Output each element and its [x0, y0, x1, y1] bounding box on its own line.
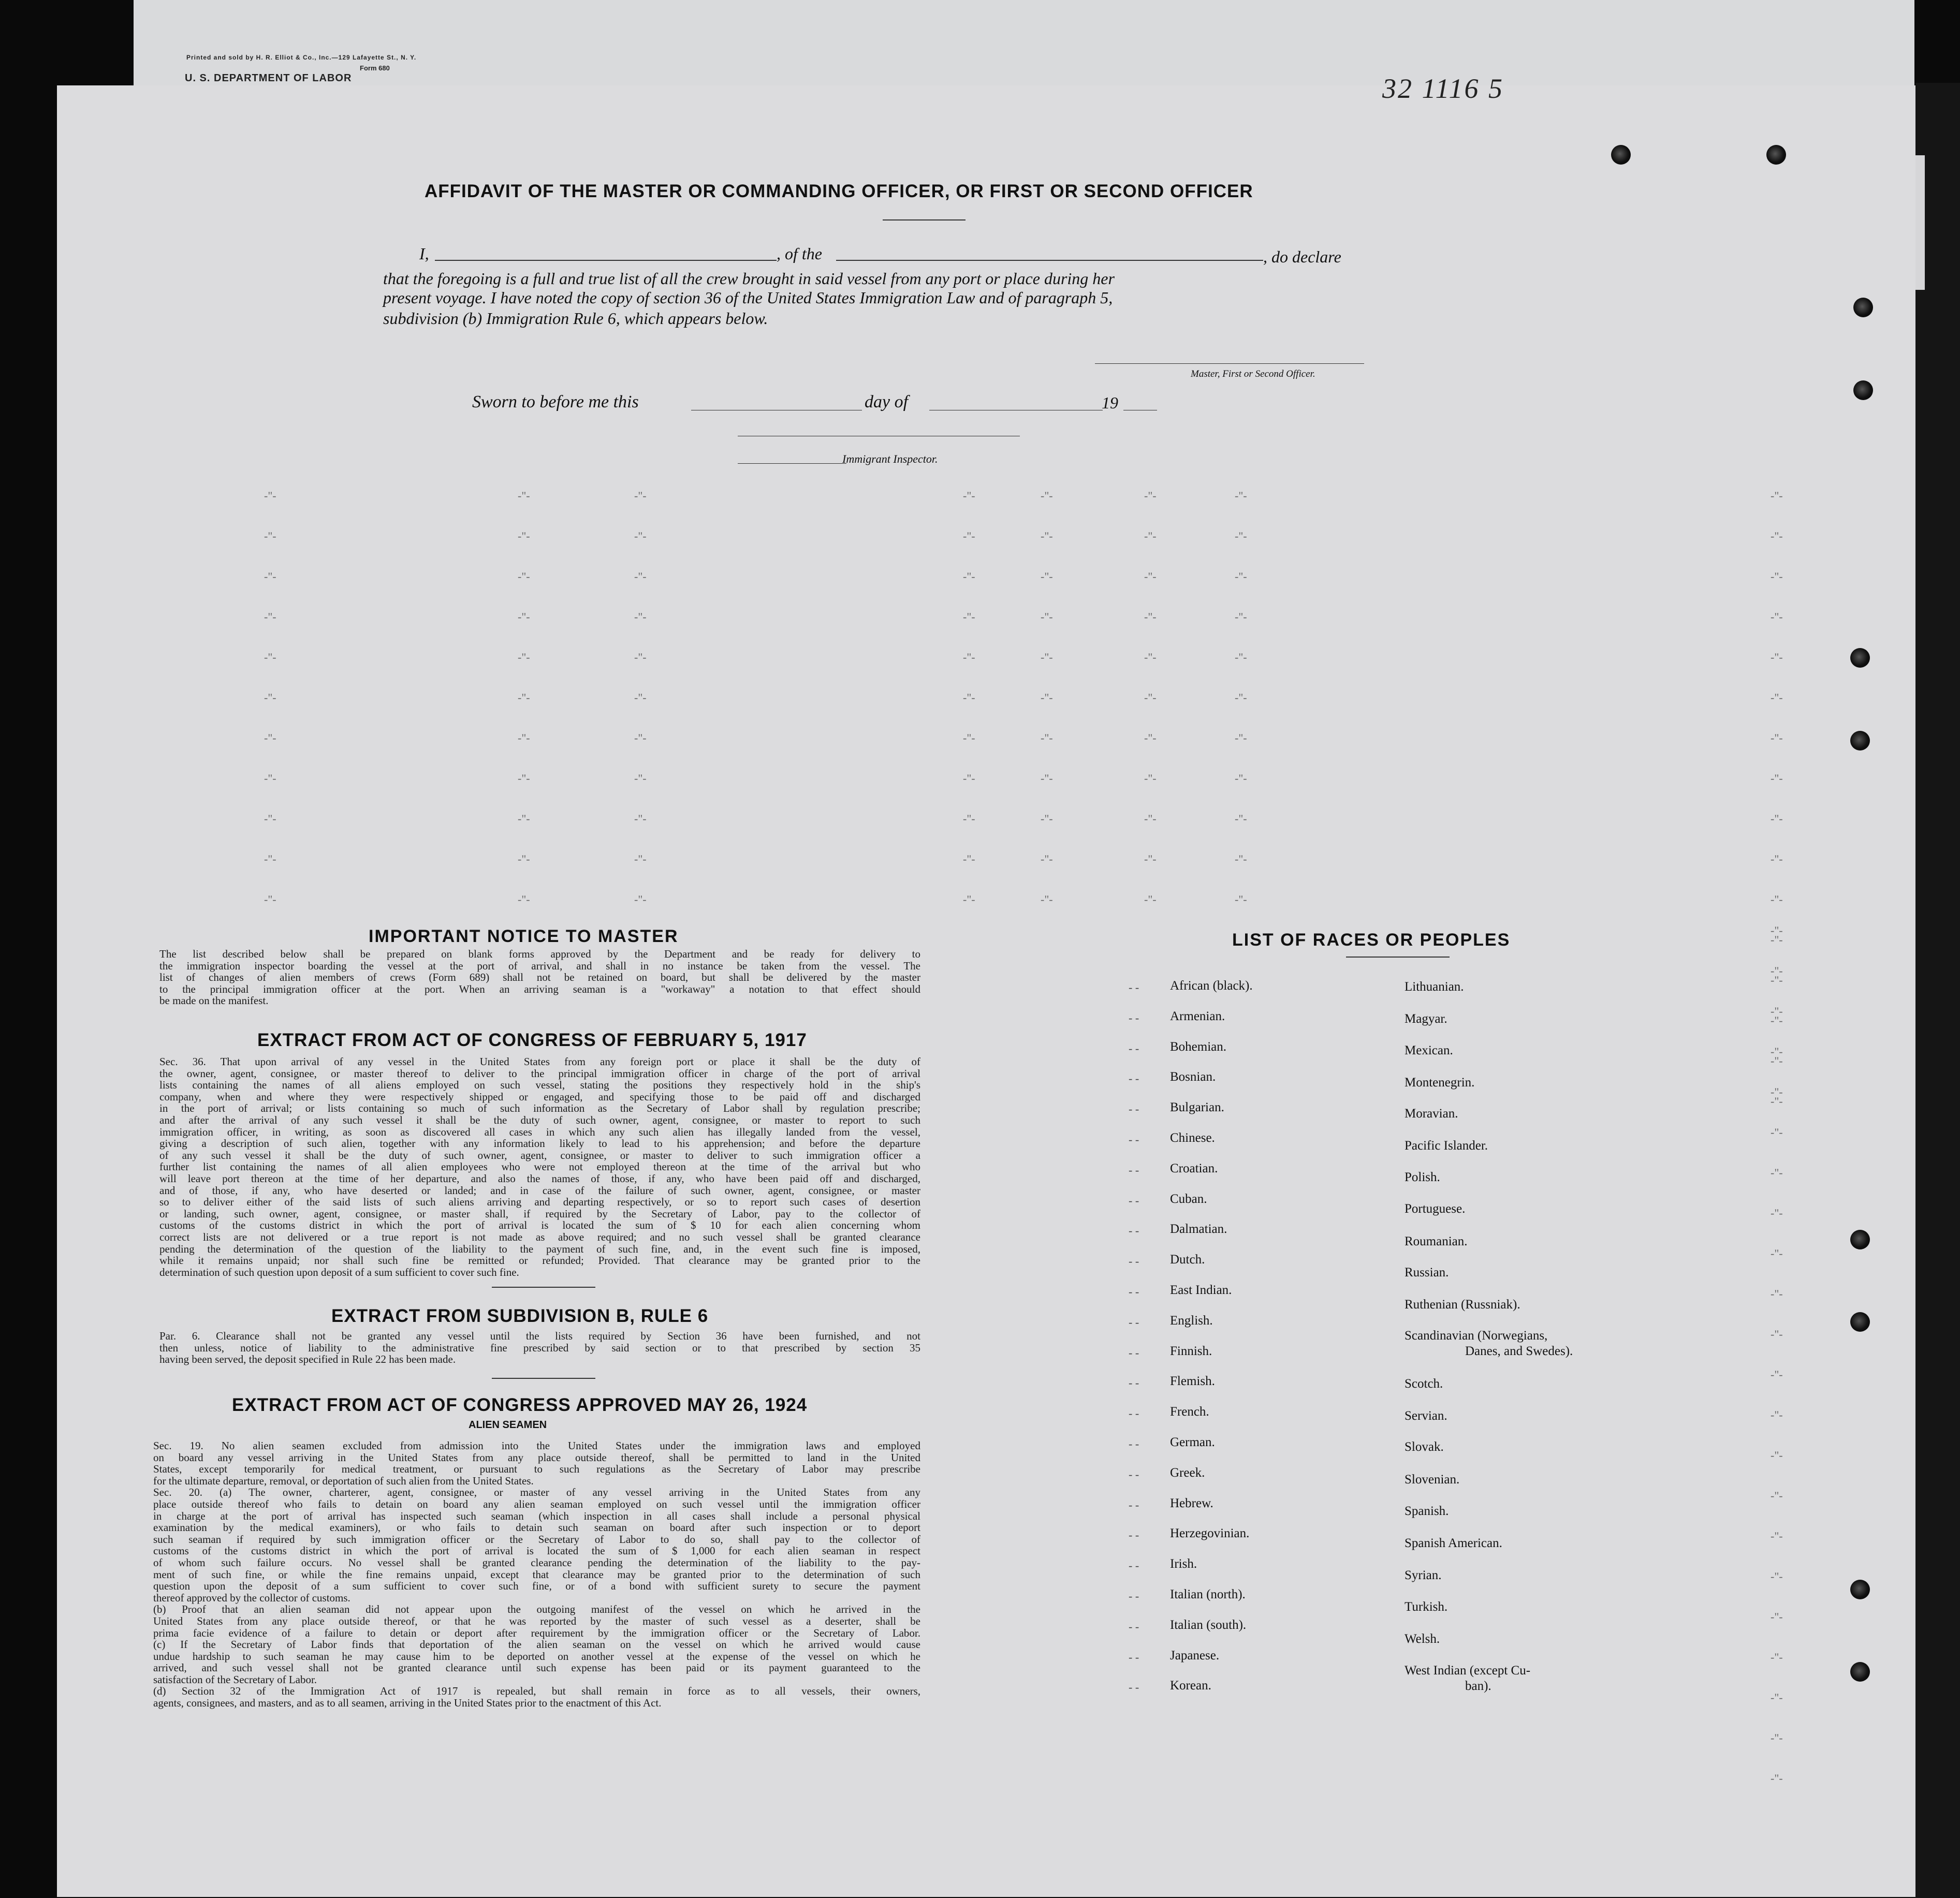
race-item: Montenegrin.: [1405, 1076, 1475, 1090]
race-item: Servian.: [1405, 1409, 1447, 1423]
ditto-mark: -"-: [634, 731, 647, 744]
ditto-mark: -"-: [1235, 570, 1247, 583]
race-item: Welsh.: [1405, 1632, 1440, 1646]
race-item: Herzegovinian.: [1170, 1526, 1250, 1541]
ditto-mark: -"-: [1771, 1126, 1783, 1139]
affidavit-line-4: subdivision (b) Immigration Rule 6, which appears below.: [383, 309, 768, 328]
ditto-mark: -"-: [1041, 812, 1053, 825]
ditto-mark: -"-: [1235, 731, 1247, 744]
paragraph-line: Sec. 20. (a) The owner, charterer, agent, consignee, or master of any vessel arriving in the United States from any: [153, 1486, 920, 1499]
race-item: Dutch.: [1170, 1253, 1205, 1267]
ditto-mark: -"-: [1235, 529, 1247, 542]
extract-1924-subtitle: ALIEN SEAMEN: [469, 1419, 547, 1431]
race-item: Spanish.: [1405, 1504, 1449, 1518]
ditto-mark: -"-: [634, 812, 647, 825]
race-item: Slovak.: [1405, 1440, 1444, 1454]
paragraph-line: further list containing the names of all alien employees who were not employed thereon at the time of the arrival but who: [159, 1160, 920, 1173]
ditto-mark: -"-: [1771, 529, 1783, 542]
race-item: Spanish American.: [1405, 1536, 1502, 1550]
paragraph-line: lists containing the names of all aliens employed on such vessel, stating the positions they respectively hold in the ship's: [159, 1079, 920, 1092]
affidavit-do-declare: , do declare: [1263, 247, 1341, 266]
punch-hole: [1850, 1662, 1870, 1682]
ditto-mark: -"-: [634, 893, 647, 906]
extract-1917-text: [159, 1056, 920, 1278]
affidavit-i: I,: [419, 244, 429, 263]
ditto-mark: -"-: [1144, 651, 1157, 664]
ditto-mark: -"-: [1771, 691, 1783, 704]
leader-dash: - -: [1129, 1498, 1139, 1511]
ditto-mark: -"-: [963, 812, 975, 825]
ditto-mark: -"-: [1041, 772, 1053, 785]
ditto-mark: -"-: [518, 772, 530, 785]
leader-dash: - -: [1129, 1681, 1139, 1694]
race-item: Italian (north).: [1170, 1587, 1246, 1601]
race-item: Scotch.: [1405, 1377, 1443, 1391]
race-item: Irish.: [1170, 1557, 1197, 1571]
form-number: Form 680: [360, 64, 390, 72]
extract-1924-title: EXTRACT FROM ACT OF CONGRESS APPROVED MAY 26, 1924: [232, 1395, 808, 1415]
ditto-mark: -"-: [1771, 933, 1783, 946]
paragraph-line: pending the determination of the question of the liability to the payment of such fine, and, in the event such fine is imposed,: [159, 1242, 920, 1255]
paragraph-line: of any such vessel it shall be the duty of such owner, agent, consignee, or master to deliver to such immigration officer a: [159, 1149, 920, 1161]
ditto-mark: -"-: [518, 529, 530, 542]
ditto-mark: -"-: [1144, 812, 1157, 825]
paragraph-line: correct lists are not delivered or a true report is not made as above required; and no such vessel shall be granted clearance: [159, 1230, 920, 1243]
paragraph-line: on board any vessel arriving in the United States from any place outside thereof, shall be permitted to land in the United: [153, 1451, 920, 1464]
ditto-mark: -"-: [1771, 570, 1783, 583]
ditto-mark: -"-: [963, 893, 975, 906]
ditto-mark: -"-: [1144, 610, 1157, 623]
paragraph-line: thereof approved by the collector of customs.: [153, 1591, 350, 1604]
ditto-mark: -"-: [1771, 1247, 1783, 1260]
ditto-mark: -"-: [518, 610, 530, 623]
paragraph-line: of whom such failure occurs. No vessel shall be granted clearance pending the determination of the liability to the pay-: [153, 1556, 920, 1569]
race-item: Italian (south).: [1170, 1617, 1247, 1632]
ditto-mark: -"-: [963, 772, 975, 785]
punch-hole: [1850, 1580, 1870, 1599]
race-item: Armenian.: [1170, 1009, 1225, 1023]
sworn-text: Sworn to before me this: [472, 392, 639, 411]
rule6-text: [159, 1330, 920, 1365]
race-item: Russian.: [1405, 1266, 1449, 1279]
race-item: Turkish.: [1405, 1600, 1448, 1614]
race-item: Mexican.: [1405, 1043, 1453, 1057]
race-item: Chinese.: [1170, 1131, 1215, 1145]
punch-hole: [1850, 648, 1870, 668]
affidavit-title: AFFIDAVIT OF THE MASTER OR COMMANDING OFFICER, OR FIRST OR SECOND OFFICER: [425, 181, 1253, 201]
paragraph-line: States, except temporarily for medical treatment, or pursuant to such regulations as the Secretary of Labor may prescribe: [153, 1463, 920, 1476]
punch-hole: [1853, 298, 1873, 317]
paragraph-line: ment of such fine, or while the fine remains unpaid, except that clearance may be granted prior to the determination of such: [153, 1568, 920, 1581]
race-item: Scandinavian (Norwegians,: [1405, 1329, 1548, 1343]
ditto-mark: -"-: [264, 731, 276, 744]
leader-dash: - -: [1129, 1102, 1139, 1116]
race-item: ban).: [1465, 1679, 1491, 1693]
affidavit-line-3: present voyage. I have noted the copy of section 36 of the United States Immigration Law and of paragraph 5,: [383, 288, 1113, 307]
paragraph-line: for the ultimate departure, removal, or deportation of such alien from the United States.: [153, 1474, 534, 1487]
ditto-mark: -"-: [634, 852, 647, 865]
ditto-mark: -"-: [634, 570, 647, 583]
leader-dash: - -: [1129, 1285, 1139, 1298]
paragraph-line: The list described below shall be prepared on blank forms approved by the Department and be ready for delivery to: [159, 948, 920, 960]
races-rule: [1346, 957, 1450, 958]
race-item: Greek.: [1170, 1465, 1205, 1480]
punch-hole: [1850, 1230, 1870, 1249]
title-rule: [883, 219, 966, 220]
ditto-mark: -"-: [963, 570, 975, 583]
paragraph-line: question upon the deposit of a sum sufficient to cover such fine, or of a bond with sufficient surety to secure the payment: [153, 1580, 920, 1593]
ditto-mark: -"-: [518, 651, 530, 664]
race-item: Cuban.: [1170, 1191, 1207, 1206]
paragraph-line: Sec. 36. That upon arrival of any vessel in the United States from any foreign port or place it shall be the duty of: [159, 1055, 920, 1068]
races-title: LIST OF RACES OR PEOPLES: [1232, 930, 1511, 950]
punch-hole: [1611, 145, 1631, 165]
name-blank-line: [435, 260, 777, 261]
race-item: Slovenian.: [1405, 1473, 1460, 1487]
leader-dash: - -: [1129, 1346, 1139, 1359]
paragraph-line: (b) Proof that an alien seaman did not appear upon the outgoing manifest of the vessel on which he arrived in the: [153, 1603, 920, 1616]
paragraph-line: immigration officer, in writing, as soon as discovered all cases in which any such alien has illegally landed from the vessel,: [159, 1125, 920, 1138]
ditto-mark: -"-: [1771, 1095, 1783, 1108]
paragraph-line: or landing, such owner, agent, consignee, or master shall, if required by the Secretary of Labor, pay to the collector of: [159, 1207, 920, 1220]
binding-edge: [1915, 83, 1960, 1898]
leader-dash: - -: [1129, 981, 1139, 994]
ditto-mark: -"-: [1235, 772, 1247, 785]
ditto-mark: -"-: [963, 691, 975, 704]
ditto-mark: -"-: [264, 812, 276, 825]
ditto-mark: -"-: [264, 529, 276, 542]
extract-1917-title: EXTRACT FROM ACT OF CONGRESS OF FEBRUARY 5, 1917: [257, 1030, 807, 1050]
affidavit-line-2: that the foregoing is a full and true list of all the crew brought in said vessel from any port or place during her: [383, 269, 1115, 288]
paragraph-line: the owner, agent, consignee, or master thereof to deliver to the principal immigration officer in charge of the port of arrival: [159, 1067, 920, 1080]
ditto-mark: -"-: [1771, 1005, 1783, 1018]
punch-hole: [1853, 380, 1873, 400]
race-item: Japanese.: [1170, 1648, 1220, 1662]
race-item: Portuguese.: [1405, 1202, 1466, 1216]
race-item: German.: [1170, 1435, 1215, 1449]
leader-dash: - -: [1129, 1041, 1139, 1055]
ditto-mark: -"-: [1771, 1287, 1783, 1300]
paragraph-line: undue hardship to such seaman he may cause him to be deported on another vessel at the expense of the vessel on which he: [153, 1650, 920, 1662]
department-name: U. S. DEPARTMENT OF LABOR: [185, 72, 352, 84]
ditto-mark: -"-: [1771, 964, 1783, 977]
paragraph-line: customs of the customs district in which the port of arrival is located the sum of $ 10 for each alien concerning whom: [159, 1219, 920, 1232]
day-of-text: day of: [865, 392, 909, 411]
paragraph-line: Sec. 19. No alien seamen excluded from admission into the United States under the immigration laws and employed: [153, 1439, 920, 1452]
leader-dash: - -: [1129, 1315, 1139, 1329]
race-item: African (black).: [1170, 979, 1253, 993]
paragraph-line: prima facie evidence of a failure to detain or deport after requirement by the immigration officer or the Secretary of Labor.: [153, 1626, 920, 1639]
race-item: Hebrew.: [1170, 1496, 1213, 1510]
race-item: Croatian.: [1170, 1161, 1218, 1175]
rule6-title: EXTRACT FROM SUBDIVISION B, RULE 6: [331, 1306, 709, 1326]
ditto-mark: -"-: [634, 772, 647, 785]
ditto-mark: -"-: [1144, 893, 1157, 906]
leader-dash: - -: [1129, 1620, 1139, 1633]
ditto-mark: -"-: [1041, 893, 1053, 906]
paragraph-line: examination by the medical examiners), or who fails to detain such seaman on board after such inspection or to deport: [153, 1521, 920, 1534]
leader-dash: - -: [1129, 1407, 1139, 1420]
race-item: Flemish.: [1170, 1374, 1215, 1389]
ditto-mark: -"-: [1235, 489, 1247, 502]
race-item: East Indian.: [1170, 1283, 1232, 1297]
ditto-mark: -"-: [1771, 1054, 1783, 1067]
ditto-mark: -"-: [518, 570, 530, 583]
ditto-mark: -"-: [1235, 893, 1247, 906]
paragraph-line: company, when and where they were respectively shipped or engaged, and specifying those to be paid off and discharged: [159, 1090, 920, 1103]
ditto-mark: -"-: [1771, 1731, 1783, 1744]
stamped-number: 32 1116 5: [1382, 73, 1504, 104]
paragraph-line: customs of the customs district in which the port of arrival is located the sum of $ 1,000 for each alien seaman in respect: [153, 1544, 920, 1557]
race-item: West Indian (except Cu-: [1405, 1664, 1531, 1678]
ditto-mark: -"-: [1771, 1449, 1783, 1462]
ditto-mark: -"-: [1144, 852, 1157, 865]
ditto-mark: -"-: [1041, 691, 1053, 704]
notice-title: IMPORTANT NOTICE TO MASTER: [369, 926, 679, 946]
ditto-mark: -"-: [1144, 772, 1157, 785]
ditto-mark: -"-: [1771, 1691, 1783, 1704]
race-item: Danes, and Swedes).: [1465, 1344, 1573, 1358]
ditto-mark: -"-: [1771, 1610, 1783, 1623]
ditto-mark: -"-: [518, 812, 530, 825]
leader-dash: - -: [1129, 1194, 1139, 1207]
ditto-mark: -"-: [1771, 610, 1783, 623]
race-item: Korean.: [1170, 1679, 1211, 1693]
ditto-mark: -"-: [1771, 974, 1783, 987]
ditto-mark: -"-: [1144, 529, 1157, 542]
paragraph-line: the immigration inspector boarding the vessel at the port of arrival, and shall in no instance be taken from the vessel. The: [159, 959, 920, 972]
ditto-mark: -"-: [963, 852, 975, 865]
ditto-mark: -"-: [1235, 812, 1247, 825]
ditto-mark: -"-: [518, 852, 530, 865]
ditto-mark: -"-: [1041, 731, 1053, 744]
ditto-mark: -"-: [264, 893, 276, 906]
ditto-mark: -"-: [963, 651, 975, 664]
paragraph-line: having been served, the deposit specified in Rule 22 has been made.: [159, 1353, 456, 1366]
race-item: Finnish.: [1170, 1344, 1212, 1358]
paragraph-line: then unless, notice of liability to the administrative fine prescribed by said section or to that prescribed by section 35: [159, 1341, 920, 1354]
race-item: Dalmatian.: [1170, 1222, 1227, 1237]
ditto-mark: -"-: [1235, 651, 1247, 664]
ditto-mark: -"-: [1041, 489, 1053, 502]
ditto-mark: -"-: [1771, 852, 1783, 865]
leader-dash: - -: [1129, 1590, 1139, 1602]
leader-dash: - -: [1129, 1011, 1139, 1024]
paragraph-line: arrived, and such vessel shall not be granted clearance until such expense has been paid or its payment guaranteed to the: [153, 1661, 920, 1674]
paragraph-line: (d) Section 32 of the Immigration Act of 1917 is repealed, but shall remain in force as to all vessels, their owners,: [153, 1685, 920, 1698]
year-prefix: 19: [1102, 393, 1118, 412]
ditto-mark: -"-: [1771, 1408, 1783, 1421]
ditto-mark: -"-: [963, 731, 975, 744]
signature-label: Master, First or Second Officer.: [1191, 369, 1315, 379]
leader-dash: - -: [1129, 1559, 1139, 1572]
ditto-mark: -"-: [634, 691, 647, 704]
paragraph-line: United States from any place outside thereof, or that he was reported by the master of such vessel as a deserter, shall be: [153, 1614, 920, 1627]
ditto-mark: -"-: [1041, 529, 1053, 542]
ditto-mark: -"-: [1041, 651, 1053, 664]
paragraph-line: list of changes of alien members of crews (Form 689) shall not be retained on board, but shall be delivered by the master: [159, 971, 920, 984]
ditto-mark: -"-: [1771, 1328, 1783, 1341]
race-item: Bohemian.: [1170, 1039, 1227, 1054]
ditto-mark: -"-: [634, 529, 647, 542]
ditto-mark: -"-: [1771, 1570, 1783, 1583]
ditto-mark: -"-: [634, 489, 647, 502]
ditto-mark: -"-: [634, 651, 647, 664]
ditto-mark: -"-: [1041, 610, 1053, 623]
signature-line: [1095, 363, 1364, 364]
ditto-mark: -"-: [264, 691, 276, 704]
extract-1924-text: [153, 1440, 920, 1709]
race-item: Polish.: [1405, 1170, 1440, 1184]
ditto-mark: -"-: [1771, 651, 1783, 664]
ditto-mark: -"-: [1235, 852, 1247, 865]
ditto-mark: -"-: [1771, 812, 1783, 825]
leader-dash: - -: [1129, 1133, 1139, 1146]
ditto-mark: -"-: [963, 610, 975, 623]
leader-dash: - -: [1129, 1467, 1139, 1481]
paragraph-line: will leave port thereon at the time of her departure, and also the names of those, if any, who have been paid off and discharged,: [159, 1172, 920, 1185]
paragraph-line: while it remains unpaid; nor shall such fine be remitted or refunded; Provided. That clearance may be granted prior to the: [159, 1254, 920, 1267]
ditto-mark: -"-: [1771, 1651, 1783, 1664]
leader-dash: - -: [1129, 1376, 1139, 1390]
ditto-mark: -"-: [1771, 1529, 1783, 1542]
race-item: French.: [1170, 1405, 1209, 1419]
paragraph-line: in charge at the port of arrival has inspected such seaman (which inspection in all cases shall include a personal physical: [153, 1509, 920, 1522]
ditto-mark: -"-: [264, 489, 276, 502]
ditto-mark: -"-: [264, 570, 276, 583]
paragraph-line: Par. 6. Clearance shall not be granted any vessel until the lists required by Section 36 have been furnished, and not: [159, 1330, 920, 1342]
paragraph-line: be made on the manifest.: [159, 994, 269, 1007]
ditto-mark: -"-: [264, 651, 276, 664]
punch-hole: [1850, 731, 1870, 751]
ditto-mark: -"-: [1771, 893, 1783, 906]
ditto-mark: -"-: [1144, 489, 1157, 502]
punch-hole: [1850, 1312, 1870, 1332]
ditto-mark: -"-: [1144, 570, 1157, 583]
ditto-mark: -"-: [518, 489, 530, 502]
ditto-mark: -"-: [1041, 570, 1053, 583]
ditto-mark: -"-: [1235, 610, 1247, 623]
leader-dash: - -: [1129, 1255, 1139, 1268]
ditto-mark: -"-: [1144, 731, 1157, 744]
ditto-mark: -"-: [634, 610, 647, 623]
ditto-mark: -"-: [518, 731, 530, 744]
vessel-blank-line: [836, 260, 1263, 261]
ditto-mark: -"-: [1771, 772, 1783, 785]
paragraph-line: and after the arrival of any such vessel it shall be the duty of such owner, agent, consignee, or master to report to such: [159, 1113, 920, 1126]
ditto-mark: -"-: [1771, 1368, 1783, 1381]
ditto-mark: -"-: [264, 610, 276, 623]
ditto-mark: -"-: [963, 529, 975, 542]
ditto-mark: -"-: [1771, 1166, 1783, 1179]
paragraph-line: satisfaction of the Secretary of Labor.: [153, 1673, 317, 1686]
paragraph-line: giving a description of such alien, together with any information likely to lead to his apprehension; and before the departure: [159, 1137, 920, 1150]
ditto-mark: -"-: [1771, 1207, 1783, 1219]
race-item: Roumanian.: [1405, 1234, 1468, 1248]
ditto-mark: -"-: [1041, 852, 1053, 865]
ditto-mark: -"-: [264, 772, 276, 785]
notice-text: [159, 948, 920, 1007]
ditto-mark: -"-: [1771, 731, 1783, 744]
ditto-mark: -"-: [518, 691, 530, 704]
ditto-mark: -"-: [963, 489, 975, 502]
leader-dash: - -: [1129, 1528, 1139, 1542]
race-item: Syrian.: [1405, 1568, 1442, 1582]
leader-dash: - -: [1129, 1224, 1139, 1238]
race-item: Bulgarian.: [1170, 1100, 1224, 1115]
ditto-mark: -"-: [1771, 1085, 1783, 1098]
inspector-line: [738, 463, 846, 464]
paragraph-line: so to deliver either of the said lists of such aliens arriving and departing respectively, or so to report such cases of desertion: [159, 1196, 920, 1209]
paragraph-line: (c) If the Secretary of Labor finds that deportation of the alien seaman on the vessel on which he arrived would cause: [153, 1638, 920, 1651]
ditto-mark: -"-: [1235, 691, 1247, 704]
ditto-mark: -"-: [1771, 1045, 1783, 1058]
paragraph-line: and of those, if any, who have deserted or landed; and in case of the failure of such owner, agent, consignee, or master: [159, 1184, 920, 1197]
ditto-mark: -"-: [264, 852, 276, 865]
ditto-mark: -"-: [1771, 1014, 1783, 1027]
race-item: Bosnian.: [1170, 1070, 1216, 1084]
paragraph-line: in the port of arrival; or lists containing so much of such information as the Secretary of Labor shall by regulation prescribe;: [159, 1102, 920, 1115]
leader-dash: - -: [1129, 1650, 1139, 1664]
ditto-mark: -"-: [1771, 1489, 1783, 1502]
section-rule: [492, 1287, 595, 1288]
leader-dash: - -: [1129, 1072, 1139, 1085]
section-rule: [492, 1378, 595, 1379]
paragraph-line: agents, consignees, and masters, and as to all seamen, arriving in the United States prior to the enactment of this Act.: [153, 1697, 662, 1710]
ditto-mark: -"-: [1771, 1772, 1783, 1785]
paragraph-line: to the principal immigration officer at the port. When an arriving seaman is a "workaway" a notation to that effect should: [159, 982, 920, 995]
ditto-mark: -"-: [1771, 924, 1783, 937]
race-item: Ruthenian (Russniak).: [1405, 1298, 1520, 1312]
printer-imprint: Printed and sold by H. R. Elliot & Co., Inc.—129 Lafayette St., N. Y.: [186, 54, 417, 61]
affidavit-of-the: , of the: [777, 244, 822, 263]
punch-hole: [1766, 145, 1786, 165]
leader-dash: - -: [1129, 1437, 1139, 1450]
paragraph-line: place outside thereof who fails to detain on board any alien seaman employed on such vessel until the immigration officer: [153, 1497, 920, 1510]
paragraph-line: such seaman if required by such immigration officer or the Secretary of Labor to do so, shall pay to the collector of: [153, 1533, 920, 1546]
ditto-mark: -"-: [1771, 489, 1783, 502]
paragraph-line: determination of such question upon deposit of a sum sufficient to cover such fine.: [159, 1266, 519, 1278]
race-item: Lithuanian.: [1405, 980, 1464, 994]
ditto-mark: -"-: [1144, 691, 1157, 704]
race-item: Magyar.: [1405, 1012, 1447, 1026]
race-item: Pacific Islander.: [1405, 1139, 1488, 1153]
inspector-label: Immigrant Inspector.: [842, 452, 938, 465]
race-item: Moravian.: [1405, 1107, 1458, 1121]
ditto-mark: -"-: [518, 893, 530, 906]
leader-dash: - -: [1129, 1163, 1139, 1176]
race-item: English.: [1170, 1313, 1213, 1328]
